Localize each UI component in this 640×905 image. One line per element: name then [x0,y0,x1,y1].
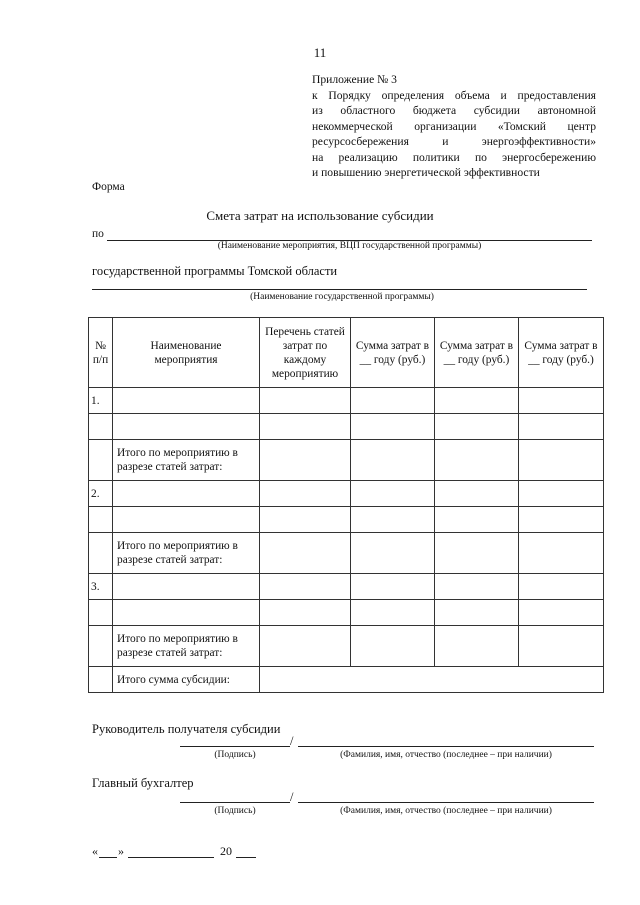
table-cell[interactable] [260,414,351,440]
table-cell[interactable] [351,440,435,481]
appendix-line: к Порядку определения объема и предоставления [312,88,596,102]
quote-open: « [92,844,98,858]
table-cell[interactable] [351,626,435,667]
table-cell[interactable] [519,481,604,507]
table-cell[interactable] [351,414,435,440]
row-number: 1. [89,388,113,414]
table-cell[interactable] [519,414,604,440]
table-cell[interactable] [89,414,113,440]
event-caption: (Наименование мероприятия, ВЦП государственной программы) [217,241,482,251]
program-caption: (Наименование государственной программы) [250,292,434,302]
appendix-line: некоммерческой организации «Томский центр [312,119,596,133]
table-cell[interactable] [519,600,604,626]
header-name: Наименование мероприятия [113,318,260,388]
table-row [89,481,604,507]
table-cell[interactable] [435,574,519,600]
header-list: Перечень статей затрат по каждому мероприятию [260,318,351,388]
table-row [89,600,604,626]
header-sum-3: Сумма затрат в __ году (руб.) [519,318,604,388]
accountant-label: Главный бухгалтер [92,776,194,790]
table-cell[interactable] [260,533,351,574]
table-cell[interactable] [351,481,435,507]
table-cell[interactable] [435,440,519,481]
sign-caption: (Подпись) [214,750,256,760]
table-cell[interactable] [519,388,604,414]
quote-close: » [118,844,124,858]
page-number: 11 [313,45,327,60]
table-cell[interactable] [351,533,435,574]
subtotal-row [89,533,604,574]
table-cell[interactable] [89,507,113,533]
year-line[interactable] [236,857,256,858]
program-name-line[interactable] [92,289,587,290]
sign-caption: (Подпись) [214,806,256,816]
table-cell[interactable] [260,574,351,600]
month-line[interactable] [128,857,214,858]
row-number: 2. [89,481,113,507]
slash: / [290,790,294,804]
table-cell[interactable] [519,574,604,600]
table-cell[interactable] [260,600,351,626]
po-label: по [92,228,104,240]
head-label: Руководитель получателя субсидии [92,722,281,736]
table-cell[interactable] [113,507,260,533]
row-number: 3. [89,574,113,600]
appendix-line: на реализацию политики по энергосбережению [312,150,596,164]
table-cell[interactable] [519,626,604,667]
name-caption: (Фамилия, имя, отчество (последнее – при наличии) [340,750,552,760]
table-cell[interactable] [435,414,519,440]
table-cell[interactable] [519,440,604,481]
subtotal-row [89,440,604,481]
name-caption: (Фамилия, имя, отчество (последнее – при наличии) [340,806,552,816]
table-cell[interactable] [351,574,435,600]
appendix-line: и повышению энергетической эффективности [312,166,540,179]
table-cell[interactable] [435,533,519,574]
table-cell[interactable] [351,388,435,414]
table-cell[interactable] [113,388,260,414]
table-cell[interactable] [260,440,351,481]
table-row [89,414,604,440]
table-cell[interactable] [260,626,351,667]
appendix-title: Приложение № 3 [312,73,397,86]
appendix-block [312,72,596,181]
table-cell[interactable] [89,533,113,574]
table-row [89,388,604,414]
accountant-signature-line[interactable] [180,802,290,803]
head-signature-line[interactable] [180,746,290,747]
total-value-cell[interactable] [260,667,604,693]
total-label: Итого сумма субсидии: [113,667,260,693]
table-cell[interactable] [435,481,519,507]
table-cell[interactable] [89,440,113,481]
table-cell[interactable] [260,507,351,533]
table-cell[interactable] [435,600,519,626]
day-line[interactable] [99,857,117,858]
table-cell[interactable] [89,626,113,667]
table-cell[interactable] [435,626,519,667]
year-prefix: 20 [220,844,232,858]
table-row [89,507,604,533]
appendix-line: из областного бюджета субсидии автономной [312,104,596,117]
table-cell[interactable] [113,414,260,440]
header-sum-1: Сумма затрат в __ году (руб.) [351,318,435,388]
gov-program-label: государственной программы Томской области [92,264,338,278]
table-cell[interactable] [89,667,113,693]
cost-table [88,317,604,693]
subtotal-label: Итого по мероприятию в разрезе статей затрат: [113,533,260,574]
table-cell[interactable] [89,600,113,626]
table-cell[interactable] [351,507,435,533]
table-cell[interactable] [519,507,604,533]
table-cell[interactable] [519,533,604,574]
subtotal-label: Итого по мероприятию в разрезе статей затрат: [113,626,260,667]
table-cell[interactable] [260,481,351,507]
table-header-row [89,318,604,388]
table-cell[interactable] [113,574,260,600]
header-sum-2: Сумма затрат в __ году (руб.) [435,318,519,388]
appendix-line: ресурсосбережения и энергоэффективности» [312,135,596,148]
document-title: Смета затрат на использование субсидии [206,208,434,223]
total-row [89,667,604,693]
table-cell[interactable] [113,600,260,626]
accountant-name-line[interactable] [298,802,594,803]
form-label: Форма [92,181,125,193]
table-cell[interactable] [113,481,260,507]
table-cell[interactable] [435,388,519,414]
table-cell[interactable] [351,600,435,626]
header-num: № п/п [89,318,113,388]
head-name-line[interactable] [298,746,594,747]
subtotal-label: Итого по мероприятию в разрезе статей затрат: [113,440,260,481]
table-row [89,574,604,600]
subtotal-row [89,626,604,667]
slash: / [290,734,294,748]
table-cell[interactable] [260,388,351,414]
table-cell[interactable] [435,507,519,533]
